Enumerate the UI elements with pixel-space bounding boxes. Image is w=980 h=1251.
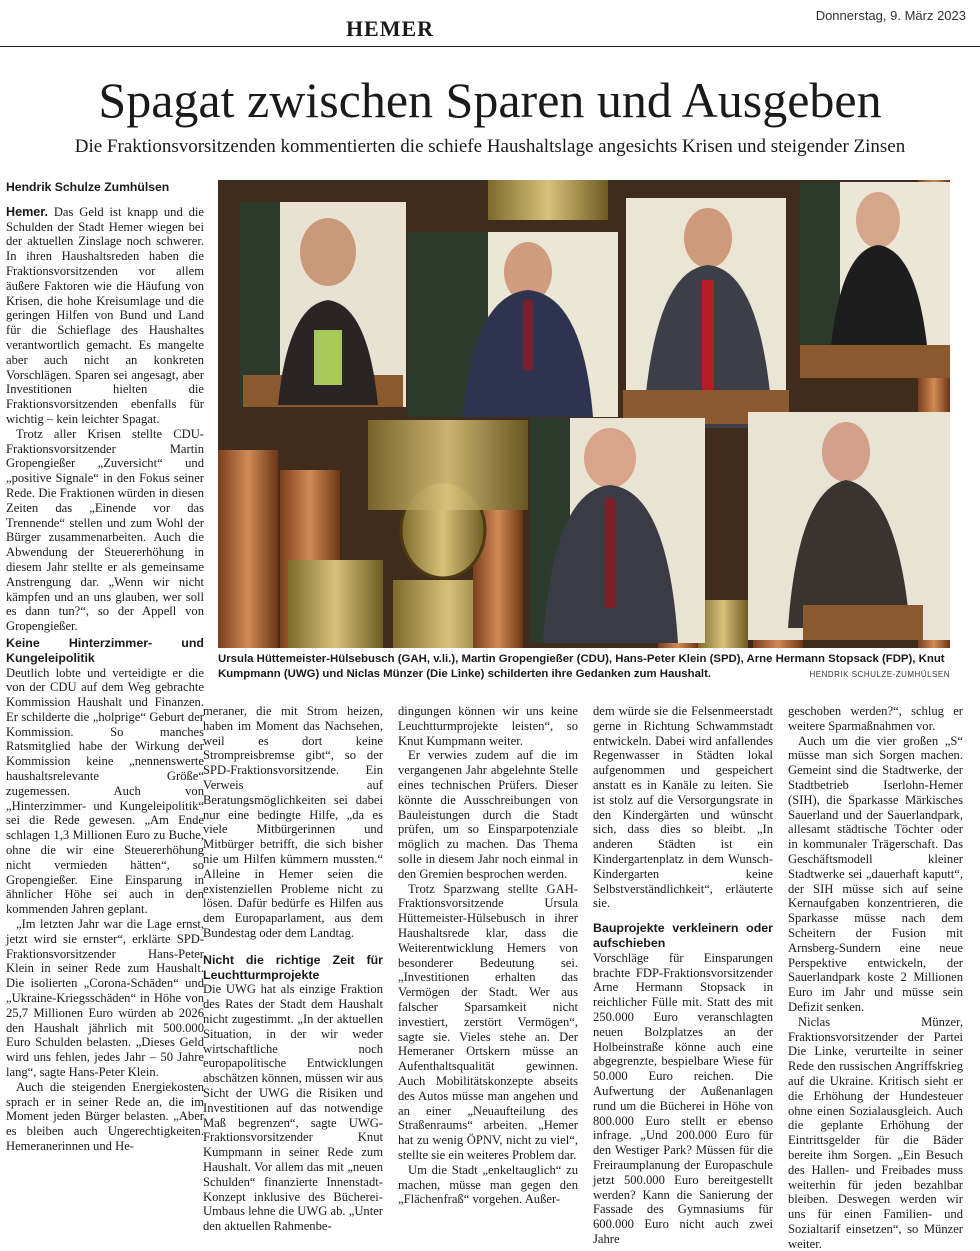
photo-caption: Ursula Hüttemeister-Hülsebusch (GAH, v.li.), Martin Gropengießer (CDU), Hans-Peter Klein (SPD), Arne Hermann Stopsack (FDP), Knut Kumpmann (UWG) und Niclas Münzer (Die Linke) schilderten ihre Gedanken zum Haushalt.	[218, 653, 945, 680]
headline: Spagat zwischen Sparen und Ausgeben	[98, 72, 882, 128]
paragraph: Vorschläge für Einsparungen brachte FDP-Fraktionsvorsitzender Arne Hermann Stopsack in reichlicher Fülle mit. Statt des mit 250.000 Euro veranschlagten neuen Bolzplatzes an der Holbeinstraße könne auch eine abgegrenzte, bespielbare Wiese für 50.000 Euro reichen. Die Aufwertung der Außenanlagen rund um die Bücherei in Höhe von 800.000 Euro stellt er ebenso infrage. „Und 200.000 Euro für den Westiger Park? Müssen für die Freiraumplanung der Europaschule jetzt 500.000 Euro bereitgestellt werden? Kann die Sanierung der Fassade des Gymnasiums für 600.000 Euro nicht auch zwei Jahre	[593, 950, 773, 1246]
article-photo	[218, 180, 950, 648]
paragraph: Auch um die vier großen „S“ müsse man sich Sorgen machen. Gemeint sind die Stadtwerke, der Stadtbetrieb Iserlohn-Hemer (SIH), die Sparkasse Märkisches Sauerland und der Sauerlandpark, allesamt städtische Töchter oder in kommunaler Trägerschaft. Das Geschäftsmodell kleiner Stadtwerke sei „dauerhaft kaputt“, der SIH müsse sich auf seine Kernaufgaben konzentrieren, die Sparkasse müsse nach dem Scheitern der Fusion mit Arnsberg-Sundern eine neue Perspektive entwickeln, der Sauerlandpark koste 2 Millionen Euro im Jahr und müsse sein Defizit senken.	[788, 733, 963, 1014]
paragraph: meraner, die mit Strom heizen, haben im Moment das Nachsehen, weil es dort keine Strompreisbremse gibt“, so der SPD-Fraktionsvorsitzende. Ein Verweis auf Beratungsmöglichkeiten sei dabei nur eine bedingte Hilfe, „da es viele Mitbürgerinnen und Mitbürger betrifft, die sich bisher nie um Hilfen kümmern mussten.“ Alleine in Hemer seien die existenziellen Probleme nicht zu lösen. Dafür bedürfe es Hilfen aus dem Europaparlament, aus dem Bundestag oder dem Landtag.	[203, 704, 383, 940]
column-1	[6, 180, 204, 1195]
dateline: Hemer.	[6, 204, 49, 219]
paragraph: Trotz Sparzwang stellte GAH-Fraktionsvorsitzende Ursula Hüttemeister-Hülsebusch in ihrer Haushaltsrede klar, dass die Weiterentwicklung Hemers von besonderer Bedeutung sei. „Investitionen erhalten das Vermögen der Stadt. Wer aus falscher Sparsamkeit nicht investiert, zerstört Vermögen“, sagte sie. Vieles stehe an. Der Hemeraner Ortskern müsse an Aufenthaltsqualität gewinnen. Auch Mobilitätskonzepte abseits des Autos müsse man angehen und an einer „Neuaufteilung des Straßenraums“ arbeiten. „Hemer hat zu wenig ÖPNV, nicht zu viel“, stellte sie ein weiteres Problem dar.	[398, 881, 578, 1162]
subheading: Keine Hinterzimmer- und Kungeleipolitik	[6, 635, 204, 665]
subheading: Bauprojekte verkleinern oder aufschieben	[593, 921, 773, 950]
photo-credit: HENDRIK SCHULZE-ZUMHÜLSEN	[809, 670, 950, 679]
page-header	[0, 0, 980, 47]
coins-and-speakers-collage	[218, 180, 950, 648]
paragraph: Deutlich lobte und verteidigte er die von der CDU auf dem Weg gebrachte Kommission Haushalt und Finanzen. Er schilderte die „holprige“ Geburt der Kommission. So manches Ratsmitglied habe der Wirkung der Kommission keine „nennenswerte haushaltsrelevante Größe“ zugemessen. Auch von „Hinterzimmer- und Kungeleipolitik“ sei die Rede gewesen. „Am Ende schlagen 1,3 Millionen Euro zu Buche, ohne die wir eine Steuererhöhung nicht vermieden hätten“, so Gropengießer. Eine Einsparung in ähnlicher Höhe sei auch in den kommenden Jahren geplant.	[6, 665, 204, 917]
paragraph: geschoben werden?“, schlug er weitere Sparmaßnahmen vor.	[788, 704, 963, 733]
lead-paragraph: Hemer. Das Geld ist knapp und die Schulden der Stadt Hemer wiegen bei der aktuellen Zinslage noch schwerer. In ihren Haushaltsreden haben die Fraktionsvorsitzenden vor allem äußere Faktoren wie die Häufung von Krisen, die hohe Kreisumlage und die geringen Hilfen von Bund und Land für die Schieflage des Haushaltes verantwortlich gemacht. Es mangelte aber auch nicht an konkreten Vorschlägen. Sparen sei angesagt, aber Investitionen hielten die Fraktionsvorsitzenden ebenfalls für wichtig – kein leichter Spagat.	[6, 204, 204, 426]
author-byline: Hendrik Schulze Zumhülsen	[6, 180, 170, 194]
paragraph: Um die Stadt „enkeltauglich“ zu machen, müsse man gegen den „Flächenfraß“ vorgehen. Außer-	[398, 1162, 578, 1207]
paragraph: Niclas Münzer, Fraktionsvorsitzender der Partei Die Linke, verurteilte in seiner Rede den russischen Angriffskrieg auf die Ukraine. Kritisch sieht er die Erhöhung der Hundesteuer ohne einen Sozialausgleich. Auch die geplante Erhöhung der Eintrittsgelder für die Bäder bereite ihm Sorgen. „Ein Besuch des Hallen- und Freibades muss weiterhin für jeden bezahlbar bleiben. Deswegen werden wir uns für einen Familien- und Sozialtarif einsetzen“, so Münzer weiter.	[788, 1014, 963, 1251]
section-title: HEMER	[345, 16, 435, 41]
paragraph: Auch die steigenden Energiekosten sprach er in seiner Rede an, die im Moment jeden Bürger belasten. „Aber es bleiben auch Ungerechtigkeiten. Hemeranerinnen und He-	[6, 1079, 204, 1153]
paragraph: Er verwies zudem auf die im vergangenen Jahr abgelehnte Stelle eines technischen Prüfers. Dieser könnte die Ausschreibungen von Bauleistungen durch die Stadt prüfen, um so Einsparpotenziale möglich zu machen. Das Thema solle in diesem Jahr noch einmal in den Gremien besprochen werden.	[398, 748, 578, 881]
paragraph: dingungen können wir uns keine Leuchtturmprojekte leisten“, so Knut Kumpmann weiter.	[398, 704, 578, 748]
paragraph: Die UWG hat als einzige Fraktion des Rates der Stadt dem Haushalt nicht zugestimmt. „In der aktuellen Situation, in der wir weder wirtschaftliche noch europapolitische Entwicklungen abschätzen können, müssen wir aus Sicht der UWG die Risiken und Investitionen auf das notwendige Maß begrenzen“, sagte UWG-Fraktionsvorsitzender Knut Kumpmann in seiner Rede zum Haushalt. Vor allem das mit „neuen Schulden“ finanzierte Innenstadt-Konzept inklusive des Bücherei-Umbaus lehne die UWG ab. „Unter den aktuellen Rahmenbe-	[203, 982, 383, 1234]
column-2	[203, 704, 383, 1234]
subheadline: Die Fraktionsvorsitzenden kommentierten die schiefe Haushaltslage angesichts Krisen und steigender Zinsen	[74, 136, 906, 157]
column-5	[788, 704, 963, 1251]
paragraph: Trotz aller Krisen stellte CDU-Fraktionsvorsitzender Martin Gropengießer „Zuversicht“ und „positive Signale“ in den Fokus seiner Rede. Die Fraktionen würden in diesen Zeiten das „Einende vor das Trennende“ stellen und zum Wohl der Bürger zusammenarbeiten. Auch die Abwendung der Steuererhöhung in diesem Jahr stellte er als gemeinsame Anstrengung dar. „Wenn wir nicht kämpfen und an uns glauben, wer soll es dann tun?“, so der Appell von Gropengießer.	[6, 426, 204, 634]
subheading: Nicht die richtige Zeit für Leuchtturmprojekte	[203, 952, 383, 982]
column-4	[593, 704, 773, 1246]
paragraph: „Im letzten Jahr war die Lage ernst, jetzt wird sie ernster“, erklärte SPD-Fraktionsvorsitzender Hans-Peter Klein in seiner Rede zum Haushalt. Die isolierten „Corona-Schäden“ und „Ukraine-Kriegsschäden“ in Höhe von 25,7 Millionen Euro würden ab 2026 den Haushalt jährlich mit 500.000 Euro Schulden belasten. „Dieses Geld wird uns fehlen, jedes Jahr – 50 Jahre lang“, sagte Hans-Peter Klein.	[6, 917, 204, 1080]
column-3	[398, 704, 578, 1207]
paragraph: dem würde sie die Felsenmeerstadt gerne in Richtung Schwammstadt entwickeln. Dabei wird anfallendes Regenwasser in Städten lokal aufgenommen und gespeichert anstatt es in Kanäle zu leiten. Sie ist stolz auf die Versorgungsrate in den Kindergärten und wünscht sich, dass dies so bleibt. „In anderen Städten ist ein Kindergartenplatz in dem Wunsch-Kindergarten keine Selbstverständlichkeit“, erläuterte sie.	[593, 704, 773, 911]
issue-date: Donnerstag, 9. März 2023	[815, 8, 966, 23]
